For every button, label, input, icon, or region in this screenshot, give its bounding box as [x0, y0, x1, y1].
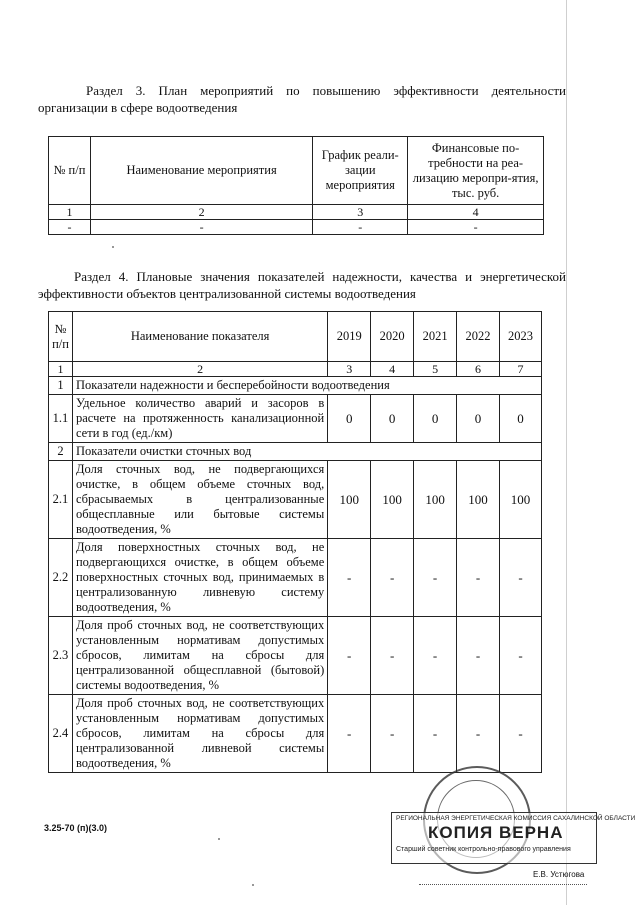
s4-header-name: Наименование показателя: [72, 312, 327, 362]
row-num: 2.2: [49, 539, 73, 617]
row-num: 2.1: [49, 461, 73, 539]
table-row: [49, 539, 542, 617]
scan-speck: [218, 838, 220, 840]
indicator-value: -: [457, 617, 500, 695]
indicator-value: -: [500, 539, 542, 617]
s3-header-finance: Финансовые по-требности на реа-лизацию меропри-ятия, тыс. руб.: [408, 137, 544, 205]
indicator-value: 0: [414, 395, 457, 443]
section3-index-row: [49, 205, 544, 220]
indicator-value: -: [414, 617, 457, 695]
stamp-title: КОПИЯ ВЕРНА: [428, 823, 564, 842]
indicator-name: Доля проб сточных вод, не соответствующих установленным нормативам допустимых сбросов, лимитам на сбросы для централизованной общесплавной (бытовой) системы водоотведения, %: [72, 617, 327, 695]
indicator-value: 100: [414, 461, 457, 539]
row-num: 2.4: [49, 695, 73, 773]
scan-speck: [112, 246, 114, 248]
indicator-value: 0: [500, 395, 542, 443]
s4-index: 2: [72, 362, 327, 377]
section4-index-row: [49, 362, 542, 377]
indicator-value: -: [328, 539, 371, 617]
s4-index: 1: [49, 362, 73, 377]
s4-header-year: 2022: [457, 312, 500, 362]
indicator-value: 0: [457, 395, 500, 443]
stamp-organization: РЕГИОНАЛЬНАЯ ЭНЕРГЕТИЧЕСКАЯ КОМИССИЯ САХАЛИНСКОЙ ОБЛАСТИ: [396, 815, 636, 822]
s4-index: 3: [328, 362, 371, 377]
table-row-group-2: [49, 443, 542, 461]
indicator-name: Доля проб сточных вод, не соответствующих установленным нормативам допустимых сбросов, лимитам на сбросы для централизованной ливневой системы водоотведения, %: [72, 695, 327, 773]
s3-index-4: 4: [408, 205, 544, 220]
section3-header-row: [49, 137, 544, 205]
indicator-value: -: [414, 695, 457, 773]
document-code: 3.25-70 (п)(3.0): [44, 823, 107, 833]
s3-index-3: 3: [313, 205, 408, 220]
indicator-value: -: [500, 617, 542, 695]
s3-cell: -: [49, 220, 91, 235]
table-row: [49, 461, 542, 539]
stamp-signer: Е.В. Устюгова: [533, 870, 585, 879]
indicator-value: -: [457, 695, 500, 773]
signature-line: [419, 884, 587, 885]
s4-header-year: 2020: [371, 312, 414, 362]
s3-cell: -: [313, 220, 408, 235]
indicator-value: -: [371, 695, 414, 773]
stamp-box: [391, 812, 636, 864]
s4-header-year: 2019: [328, 312, 371, 362]
s4-index: 6: [457, 362, 500, 377]
s4-index: 7: [500, 362, 542, 377]
s4-index: 5: [414, 362, 457, 377]
group-label: Показатели очистки сточных вод: [72, 443, 541, 461]
section3-data-row: [49, 220, 544, 235]
table-row: [49, 395, 542, 443]
s3-cell: -: [90, 220, 312, 235]
row-num: 1.1: [49, 395, 73, 443]
s4-header-year: 2021: [414, 312, 457, 362]
indicator-value: 0: [371, 395, 414, 443]
indicator-name: Доля поверхностных сточных вод, не подвергающихся очистке, в общем объеме поверхностных сточных вод, принимаемых в централизованную ливневую систему водоотведения, %: [72, 539, 327, 617]
indicator-value: 100: [500, 461, 542, 539]
indicator-value: -: [328, 695, 371, 773]
indicator-value: -: [371, 539, 414, 617]
table-row: [49, 617, 542, 695]
indicator-value: 0: [328, 395, 371, 443]
table-row-group-1: [49, 377, 542, 395]
indicator-value: -: [457, 539, 500, 617]
stamp-position: Старший советник контрольно-правового управления: [396, 846, 571, 853]
indicator-value: -: [500, 695, 542, 773]
indicator-value: -: [328, 617, 371, 695]
s4-header-year: 2023: [500, 312, 542, 362]
s3-index-2: 2: [90, 205, 312, 220]
row-num: 1: [49, 377, 73, 395]
s3-header-schedule: График реали-зации мероприятия: [313, 137, 408, 205]
section3-title: Раздел 3. План мероприятий по повышению эффективности деятельности организации в сфере водоотведения: [38, 83, 566, 115]
certification-stamp: [385, 766, 636, 891]
group-label: Показатели надежности и бесперебойности водоотведения: [72, 377, 541, 395]
indicator-value: 100: [457, 461, 500, 539]
indicator-name: Доля сточных вод, не подвергающихся очистке, в общем объеме сточных вод, сбрасываемых в централизованные общесплавные или бытовые системы водоотведения, %: [72, 461, 327, 539]
indicator-value: 100: [328, 461, 371, 539]
row-num: 2: [49, 443, 73, 461]
s3-index-1: 1: [49, 205, 91, 220]
indicator-value: -: [371, 617, 414, 695]
section4-table: [48, 311, 542, 773]
row-num: 2.3: [49, 617, 73, 695]
section3-table: [48, 136, 544, 235]
section4-title: Раздел 4. Плановые значения показателей надежности, качества и энергетической эффективности объектов централизованной системы водоотведения: [38, 269, 566, 301]
s3-header-name: Наименование мероприятия: [90, 137, 312, 205]
section4-header-row: [49, 312, 542, 362]
indicator-name: Удельное количество аварий и засоров в расчете на протяженность канализационной сети в год (ед./км): [72, 395, 327, 443]
table-row: [49, 695, 542, 773]
s4-index: 4: [371, 362, 414, 377]
s3-header-num: № п/п: [49, 137, 91, 205]
s4-header-num: № п/п: [49, 312, 73, 362]
indicator-value: -: [414, 539, 457, 617]
scan-speck: [252, 884, 254, 886]
indicator-value: 100: [371, 461, 414, 539]
s3-cell: -: [408, 220, 544, 235]
